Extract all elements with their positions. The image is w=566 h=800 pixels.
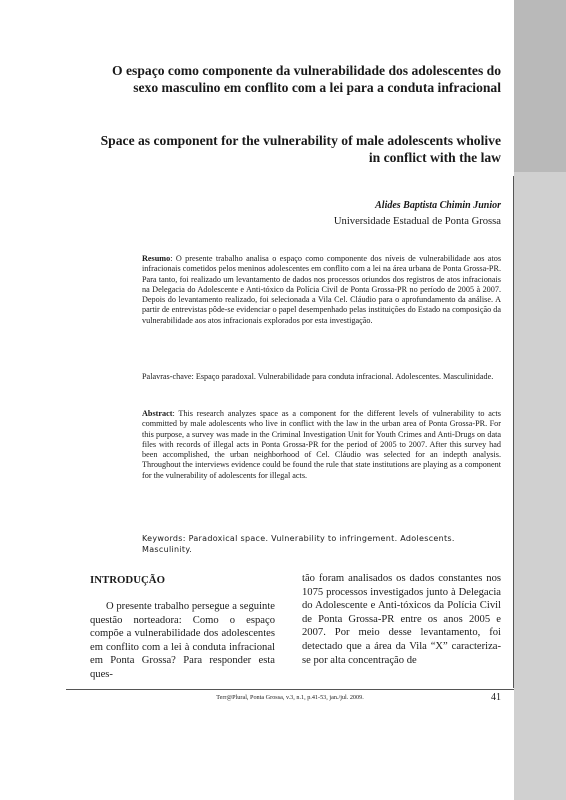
section-heading-intro: INTRODUÇÃO	[90, 574, 165, 586]
abstract-pt-label: Resumo	[142, 254, 171, 263]
footer-rule	[66, 689, 514, 690]
abstract-en	[142, 409, 501, 481]
journal-citation: Terr@Plural, Ponta Grossa, v.3, n.1, p.41-53, jan./jul. 2009.	[216, 694, 364, 701]
abstract-pt-text: : O presente trabalho analisa o espaço como componente dos níveis de vulnerabilidade aos atos infracionais cometidos pelos meninos adolescentes em conflito com a lei na área urbana de Ponta Grossa-PR. Para tanto, foi realizado um levantamento de dados nos processos oriundos dos registros de atos infracionais na Delegacia do Adolescente e Anti-tóxico da Polícia Civil de Ponta Grossa-PR no período de 2005 à 2007. Depois do levantamento realizado, foi selecionada a Vila Cel. Cláudio para o aprofundamento da análise. A partir de entrevistas pôde-se evidenciar o papel desempenhado pelas instituições do Estado na composição da vulnerabilidade aos atos infracionais explorados por esta investigação.	[142, 254, 501, 325]
abstract-en-label: Abstract	[142, 409, 173, 418]
abstract-pt	[142, 254, 501, 326]
keywords-pt: Palavras-chave: Espaço paradoxal. Vulnerabilidade para conduta infracional. Adolescentes. Masculinidade.	[142, 372, 494, 381]
intro-paragraph-left: O presente trabalho persegue a seguinte questão norteadora: Como o espaço compõe a vulnerabilidade dos adolescentes em conflito com a lei à conduta infracional em Ponta Grossa? Para responder esta ques-	[90, 601, 275, 680]
article-title-en: Space as component for the vulnerability of male adolescents wholive in conflict with the law	[100, 133, 501, 165]
side-tab-header-block	[514, 0, 566, 172]
author-name: Alides Baptista Chimin Junior	[375, 200, 501, 211]
page-number: 41	[491, 692, 501, 703]
abstract-en-text: : This research analyzes space as a component for the different levels of vulnerability to acts committed by male adolescents who live in conflict with the law in the urban area of Ponta Grossa-PR. For this purpose, a survey was made in the Criminal Investigation Unit for Youth Crimes and Anti-Drugs on data files with records of illegal acts in Ponta Grossa-PR for the period of 2005 to 2007. After this survey had been accomplished, the urban neighborhood of Cel. Cláudio was selected for an indepth analysis. Throughout the interviews evidence could be found the rule that state institutions are playing as a component for the vulnerability of adolescents for illegal acts.	[142, 409, 501, 480]
article-title-pt: O espaço como componente da vulnerabilidade dos adolescentes do sexo masculino em conflito com a lei para a conduta infracional	[112, 63, 501, 95]
vertical-rule	[513, 176, 514, 688]
keywords-en: Keywords: Paradoxical space. Vulnerability to infringement. Adolescents. Masculinity.	[142, 534, 455, 554]
author-affiliation: Universidade Estadual de Ponta Grossa	[333, 216, 501, 227]
intro-paragraph-right: tão foram analisados os dados constantes nos 1075 processos investigados junto à Delegacia do Adolescente e Anti-tóxicos da Polícia Civil de Ponta Grossa-PR entre os anos 2005 e 2007. Por meio desse levantamento, foi detectado que a área da Vila “X” caracteriza-se por alta concentração de	[302, 573, 501, 666]
